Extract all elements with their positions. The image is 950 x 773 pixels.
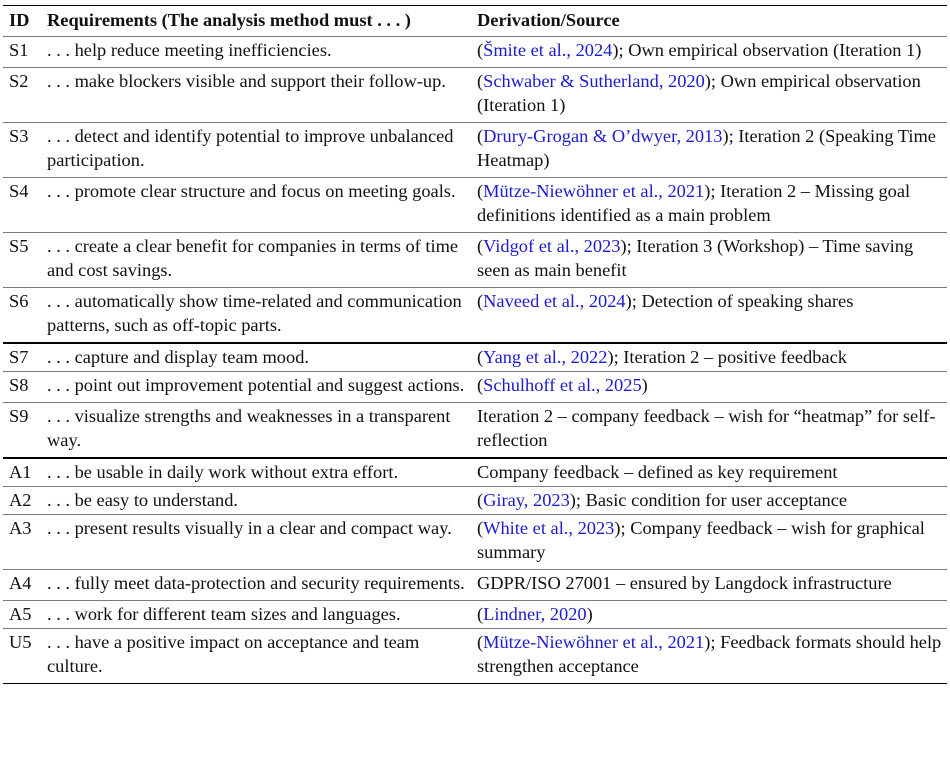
citation-close-paren: )	[586, 604, 593, 624]
row-requirement: . . . fully meet data-protection and security requirements.	[47, 573, 465, 593]
row-requirement: . . . be easy to understand.	[47, 490, 239, 510]
table-row	[3, 37, 947, 68]
row-id: S4	[9, 181, 29, 201]
source-note: GDPR/ISO 27001 – ensured by Langdock infrastructure	[477, 573, 892, 593]
table-row	[3, 515, 947, 570]
row-source	[471, 233, 947, 288]
table-row	[3, 601, 947, 629]
row-requirement: . . . present results visually in a clear and compact way.	[47, 518, 452, 538]
citation-close-paren: )	[704, 181, 711, 201]
row-id: A5	[9, 604, 32, 624]
citation-close-paren: )	[641, 375, 648, 395]
source-note: ; Own empirical observation (Iteration 1)	[477, 71, 921, 115]
row-source	[471, 123, 947, 178]
table-row	[3, 123, 947, 178]
citation-close-paren: )	[612, 40, 619, 60]
row-requirement: . . . capture and display team mood.	[47, 347, 309, 367]
row-requirement: . . . work for different team sizes and languages.	[47, 604, 401, 624]
row-source	[471, 372, 947, 403]
header-source: Derivation/Source	[477, 10, 620, 30]
citation-open-paren: (	[477, 71, 484, 91]
row-source	[471, 487, 947, 515]
citation-link[interactable]: Šmite et al., 2024	[483, 40, 613, 60]
citation-open-paren: (	[477, 632, 484, 652]
citation-open-paren: (	[477, 375, 484, 395]
table-row	[3, 570, 947, 601]
citation-close-paren: )	[704, 71, 711, 91]
row-requirement: . . . visualize strengths and weaknesses in a transparent way.	[47, 406, 451, 450]
table-row	[3, 178, 947, 233]
citation-link[interactable]: White et al., 2023	[483, 518, 615, 538]
header-requirements: Requirements (The analysis method must . . . )	[47, 10, 411, 30]
row-requirement: . . . promote clear structure and focus on meeting goals.	[47, 181, 456, 201]
row-source	[471, 68, 947, 123]
citation-link[interactable]: Mütze-Niewöhner et al., 2021	[483, 632, 705, 652]
row-id: A4	[9, 573, 32, 593]
citation-link[interactable]: Drury-Grogan & O’dwyer, 2013	[483, 126, 723, 146]
citation-open-paren: (	[477, 126, 484, 146]
source-note: ; Iteration 2 – positive feedback	[613, 347, 847, 367]
row-id: S7	[9, 347, 29, 367]
row-source	[471, 601, 947, 629]
citation-close-paren: )	[569, 490, 576, 510]
row-id: S9	[9, 406, 29, 426]
citation-link[interactable]: Schulhoff et al., 2025	[483, 375, 642, 395]
row-id: S5	[9, 236, 29, 256]
citation-open-paren: (	[477, 347, 484, 367]
source-note: ; Iteration 2 – Missing goal definitions identified as a main problem	[477, 181, 911, 225]
row-id: A2	[9, 490, 32, 510]
row-requirement: . . . have a positive impact on acceptance and team culture.	[47, 632, 420, 676]
row-source	[471, 403, 947, 459]
table-row	[3, 68, 947, 123]
citation-link[interactable]: Mütze-Niewöhner et al., 2021	[483, 181, 705, 201]
table-row	[3, 288, 947, 344]
header-row	[3, 6, 947, 37]
citation-close-paren: )	[625, 291, 632, 311]
row-requirement: . . . point out improvement potential and suggest actions.	[47, 375, 465, 395]
citation-close-paren: )	[607, 347, 614, 367]
source-note: Company feedback – defined as key requirement	[477, 462, 838, 482]
row-source	[471, 343, 947, 372]
citation-link[interactable]: Giray, 2023	[483, 490, 570, 510]
row-source	[471, 458, 947, 487]
source-note: ; Company feedback – wish for graphical summary	[477, 518, 925, 562]
row-id: A1	[9, 462, 32, 482]
header-id: ID	[9, 10, 30, 30]
source-note: ; Iteration 3 (Workshop) – Time saving seen as main benefit	[477, 236, 914, 280]
row-requirement: . . . help reduce meeting inefficiencies.	[47, 40, 332, 60]
citation-open-paren: (	[477, 490, 484, 510]
source-note: ; Detection of speaking shares	[631, 291, 854, 311]
requirements-table	[3, 5, 947, 684]
row-requirement: . . . detect and identify potential to improve unbalanced participation.	[47, 126, 454, 170]
row-id: S1	[9, 40, 29, 60]
citation-open-paren: (	[477, 181, 484, 201]
citation-open-paren: (	[477, 604, 484, 624]
table-row	[3, 629, 947, 684]
row-id: S3	[9, 126, 29, 146]
row-source	[471, 629, 947, 684]
source-note: ; Basic condition for user acceptance	[575, 490, 848, 510]
row-requirement: . . . make blockers visible and support their follow-up.	[47, 71, 446, 91]
row-source	[471, 515, 947, 570]
table-row	[3, 372, 947, 403]
table-row	[3, 458, 947, 487]
row-id: S6	[9, 291, 29, 311]
row-id: S2	[9, 71, 29, 91]
citation-link[interactable]: Naveed et al., 2024	[483, 291, 626, 311]
row-source	[471, 37, 947, 68]
citation-open-paren: (	[477, 40, 484, 60]
table-row	[3, 487, 947, 515]
source-note: ; Own empirical observation (Iteration 1)	[618, 40, 922, 60]
source-note: ; Iteration 2 (Speaking Time Heatmap)	[477, 126, 936, 170]
citation-open-paren: (	[477, 236, 484, 256]
row-source	[471, 570, 947, 601]
citation-link[interactable]: Schwaber & Sutherland, 2020	[483, 71, 705, 91]
row-id: U5	[9, 632, 32, 652]
citation-link[interactable]: Yang et al., 2022	[483, 347, 608, 367]
row-requirement: . . . be usable in daily work without extra effort.	[47, 462, 399, 482]
row-id: S8	[9, 375, 29, 395]
table-row	[3, 403, 947, 459]
citation-open-paren: (	[477, 518, 484, 538]
table-row	[3, 233, 947, 288]
citation-open-paren: (	[477, 291, 484, 311]
citation-close-paren: )	[620, 236, 627, 256]
row-requirement: . . . automatically show time-related and communication patterns, such as off-topic parts.	[47, 291, 462, 335]
row-source	[471, 178, 947, 233]
source-note: Iteration 2 – company feedback – wish for “heatmap” for self-reflection	[477, 406, 936, 450]
citation-close-paren: )	[722, 126, 729, 146]
source-note: ; Feedback formats should help strengthen acceptance	[477, 632, 942, 676]
citation-link[interactable]: Lindner, 2020	[483, 604, 587, 624]
citation-link[interactable]: Vidgof et al., 2023	[483, 236, 621, 256]
row-id: A3	[9, 518, 32, 538]
row-requirement: . . . create a clear benefit for companies in terms of time and cost savings.	[47, 236, 459, 280]
citation-close-paren: )	[704, 632, 711, 652]
citation-close-paren: )	[614, 518, 621, 538]
table-row	[3, 343, 947, 372]
table-header	[3, 6, 947, 37]
table-body	[3, 37, 947, 684]
row-source	[471, 288, 947, 344]
